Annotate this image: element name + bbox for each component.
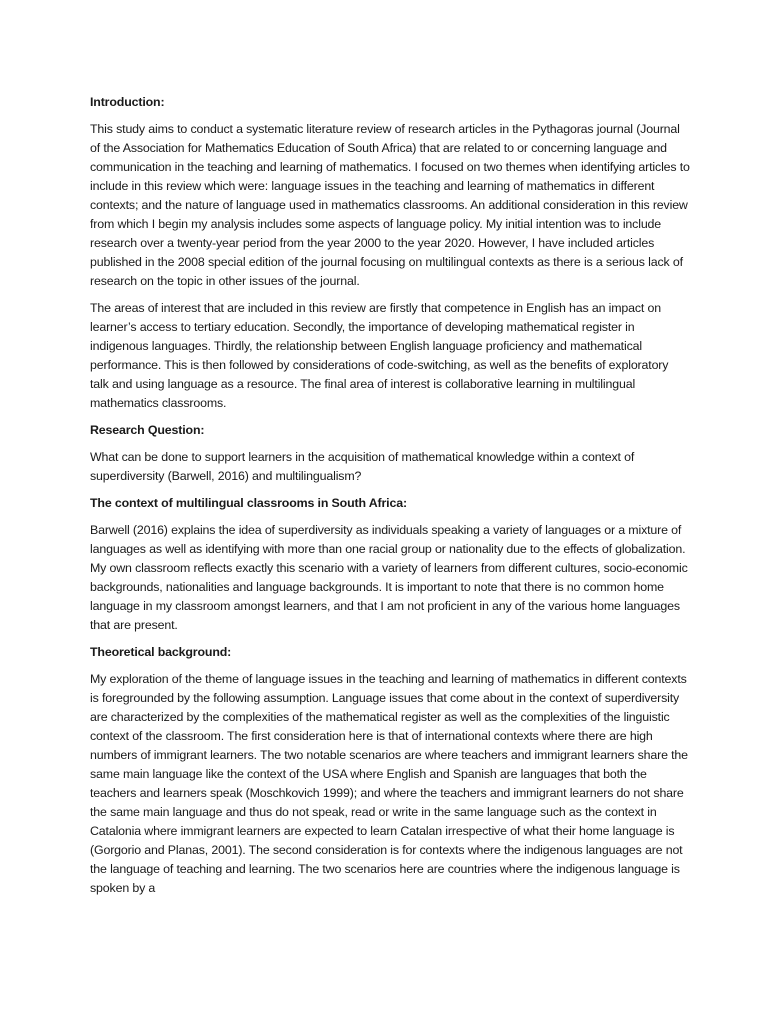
theoretical-background-paragraph: My exploration of the theme of language issues in the teaching and learning of mathematics in different contexts is foregrounded by the following assumption. Language issues that come about in the context of superdiversity are characterized by the complexities of the mathematical register as well as the complexities of the linguistic context of the classroom. The first consideration here is that of international contexts where there are high numbers of immigrant learners. The two notable scenarios are where teachers and immigrant learners share the same main language like the context of the USA where English and Spanish are languages that both the teachers and learners speak (Moschkovich 1999); and where the teachers and immigrant learners do not share the same main language and thus do not speak, read or write in the same language such as the context in Catalonia where immigrant learners are expected to learn Catalan irrespective of what their home language is (Gorgorio and Planas, 2001). The second consideration is for contexts where the indigenous languages are not the language of teaching and learning. The two scenarios here are countries where the indigenous language is spoken by a [90, 672, 688, 895]
context-paragraph: Barwell (2016) explains the idea of superdiversity as individuals speaking a variety of languages or a mixture of languages as well as identifying with more than one racial group or nationality due to the effects of globalization. My own classroom reflects exactly this scenario with a variety of learners from different cultures, socio-economic backgrounds, nationalities and language backgrounds. It is important to note that there is no common home language in my classroom amongst learners, and that I am not proficient in any of the various home languages that are present. [90, 523, 688, 632]
theoretical-background-heading: Theoretical background: [90, 645, 232, 659]
introduction-heading: Introduction: [90, 95, 165, 109]
research-question-heading: Research Question: [90, 423, 205, 437]
introduction-paragraph-2: The areas of interest that are included in this review are firstly that competence in English has an impact on learner’s access to tertiary education. Secondly, the importance of developing mathematical register in indigenous languages. Thirdly, the relationship between English language proficiency and mathematical performance. This is then followed by considerations of code-switching, as well as the benefits of exploratory talk and using language as a resource. The final area of interest is collaborative learning in multilingual mathematics classrooms. [90, 301, 669, 410]
document-page [90, 93, 690, 898]
introduction-paragraph-1: This study aims to conduct a systematic literature review of research articles in the Pythagoras journal (Journal of the Association for Mathematics Education of South Africa) that are related to or concerning language and communication in the teaching and learning of mathematics. I focused on two themes when identifying articles to include in this review which were: language issues in the teaching and learning of mathematics in different contexts; and the nature of language used in mathematics classrooms. An additional consideration in this review from which I begin my analysis includes some aspects of language policy. My initial intention was to include research over a twenty-year period from the year 2000 to the year 2020. However, I have included articles published in the 2008 special edition of the journal focusing on multilingual contexts as there is a serious lack of research on the topic in other issues of the journal. [90, 122, 690, 288]
context-heading: The context of multilingual classrooms in South Africa: [90, 496, 407, 510]
research-question-paragraph: What can be done to support learners in the acquisition of mathematical knowledge within a context of superdiversity (Barwell, 2016) and multilingualism? [90, 450, 635, 483]
